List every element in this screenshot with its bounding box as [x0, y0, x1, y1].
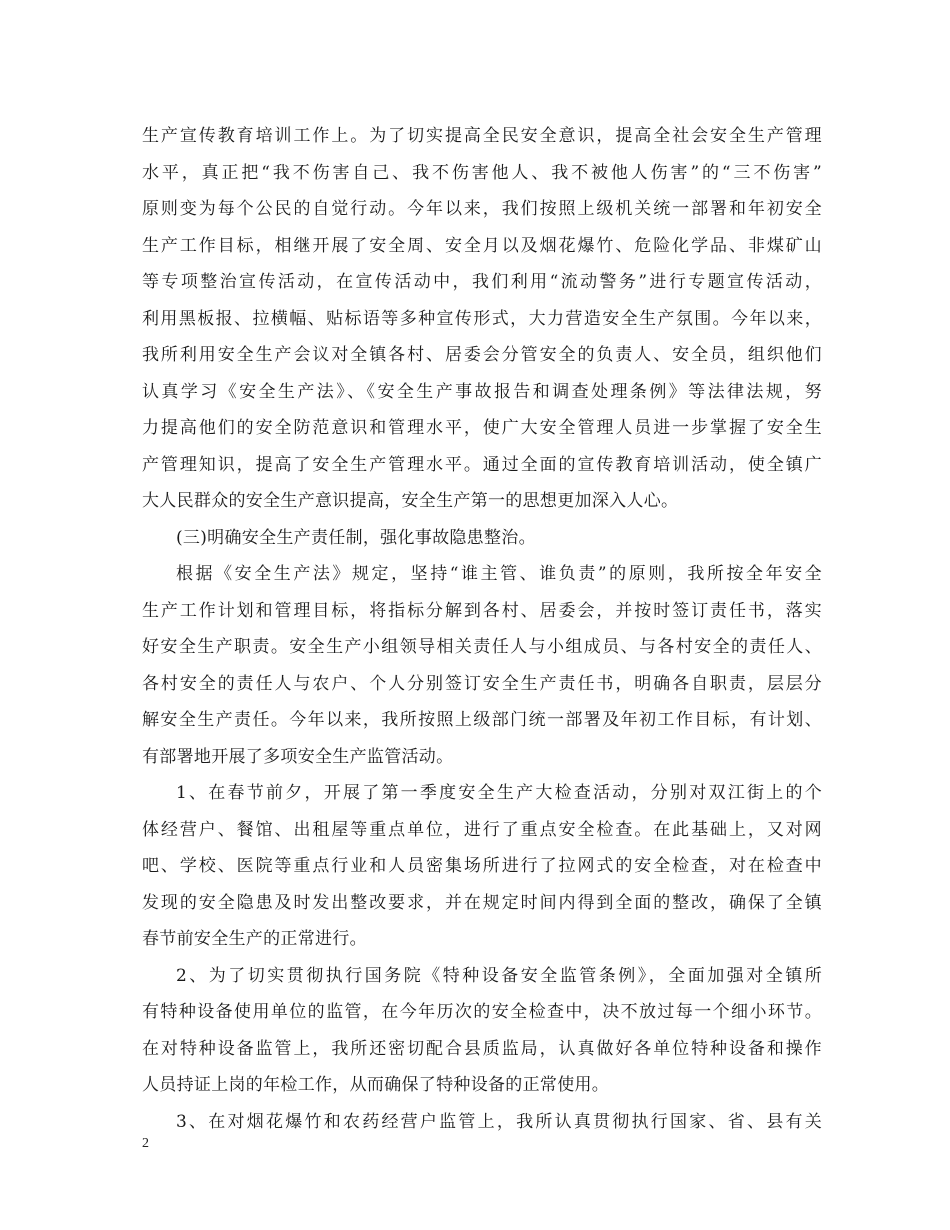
text-line: 在对特种设备监管上，我所还密切配合县质监局，认真做好各单位特种设备和操作 — [142, 1038, 822, 1059]
text-line: 解安全生产责任。今年以来，我所按照上级部门统一部署及年初工作目标，有计划、 — [142, 710, 822, 730]
text-line: 认真学习《安全生产法》、《安全生产事故报告和调查处理条例》等法律法规，努 — [142, 381, 822, 402]
text-line: 水平，真正把“我不伤害自己、我不伤害他人、我不被他人伤害”的“三不伤害” — [142, 162, 822, 183]
text-line: 我所利用安全生产会议对全镇各村、居委会分管安全的负责人、安全员，组织他们 — [142, 345, 822, 365]
text-line: 吧、学校、医院等重点行业和人员密集场所进行了拉网式的安全检查，对在检查中 — [142, 856, 822, 876]
paragraph — [142, 520, 822, 557]
text-line: 生产工作计划和管理目标，将指标分解到各村、居委会，并按时签订责任书，落实 — [142, 600, 822, 621]
text-line: 2、为了切实贯彻执行国务院《特种设备安全监管条例》，全面加强对全镇所 — [176, 965, 822, 986]
text-line: 人员持证上岗的年检工作，从而确保了特种设备的正常使用。 — [142, 1075, 610, 1095]
text-line: 发现的安全隐患及时发出整改要求，并在规定时间内得到全面的整改，确保了全镇 — [142, 892, 822, 913]
text-line: 生产宣传教育培训工作上。为了切实提高全民安全意识，提高全社会安全生产管理 — [142, 126, 822, 146]
text-line: 体经营户、餐馆、出租屋等重点单位，进行了重点安全检查。在此基础上，又对网 — [142, 819, 822, 840]
text-line: 大人民群众的安全生产意识提高，安全生产第一的思想更加深入人心。 — [142, 491, 679, 511]
document-body — [142, 118, 822, 1140]
text-line: 根据《安全生产法》规定，坚持“谁主管、谁负责”的原则，我所按全年安全 — [176, 564, 822, 584]
text-line: 原则变为每个公民的自觉行动。今年以来，我们按照上级机关统一部署和年初安全 — [142, 199, 822, 219]
paragraph — [142, 958, 822, 1104]
paragraph — [142, 118, 822, 520]
text-line: 产管理知识，提高了安全生产管理水平。通过全面的宣传教育培训活动，使全镇广 — [142, 454, 822, 475]
text-line: 利用黑板报、拉横幅、贴标语等多种宣传形式，大力营造安全生产氛围。今年以来， — [142, 308, 822, 329]
text-line: 1、在春节前夕，开展了第一季度安全生产大检查活动，分别对双江街上的个 — [176, 783, 822, 803]
text-line: 春节前安全生产的正常进行。 — [142, 929, 367, 949]
text-line: 力提高他们的安全防范意识和管理水平，使广大安全管理人员进一步掌握了安全生 — [142, 418, 822, 438]
text-line: 3、在对烟花爆竹和农药经营户监管上，我所认真贯彻执行国家、省、县有关 — [176, 1111, 822, 1132]
text-line: 各村安全的责任人与农户、个人分别签订安全生产责任书，明确各自职责，层层分 — [142, 673, 822, 694]
text-line: 等专项整治宣传活动，在宣传活动中，我们利用“流动警务”进行专题宣传活动， — [142, 272, 822, 292]
text-line: 有部署地开展了多项安全生产监管活动。 — [142, 746, 454, 767]
text-line: (三)明确安全生产责任制，强化事故隐患整治。 — [176, 527, 536, 548]
paragraph — [142, 775, 822, 958]
text-line: 生产工作目标，相继开展了安全周、安全月以及烟花爆竹、危险化学品、非煤矿山 — [142, 235, 822, 256]
page-number: 2 — [142, 1136, 149, 1151]
text-line: 有特种设备使用单位的监管，在今年历次的安全检查中，决不放过每一个细小环节。 — [142, 1002, 822, 1022]
text-line: 好安全生产职责。安全生产小组领导相关责任人与小组成员、与各村安全的责任人、 — [142, 637, 822, 657]
paragraph — [142, 1104, 822, 1141]
paragraph — [142, 556, 822, 775]
